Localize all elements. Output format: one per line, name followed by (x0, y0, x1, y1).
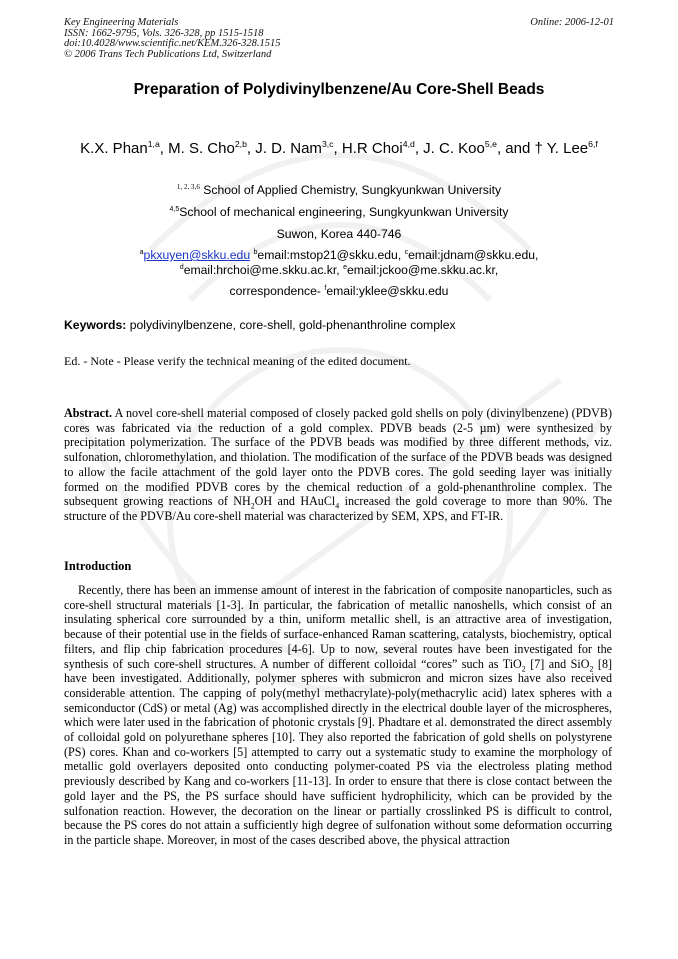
keywords-text: polydivinylbenzene, core-shell, gold-phenanthroline complex (126, 318, 456, 332)
editor-note: Ed. - Note - Please verify the technical meaning of the edited document. (64, 354, 411, 368)
introduction-heading: Introduction (64, 559, 132, 573)
affiliation-2: $^{4,5}$School of mechanical engineering, Sungkyunkwan University (169, 205, 509, 219)
affiliation-1: $^{1, 2, 3,6}$ School of Applied Chemistry, Sungkyunkwan University (176, 182, 502, 197)
email-link-a[interactable]: pkxuyen@skku.edu (143, 248, 251, 262)
email-line-2: $^d$email:hrchoi@me.skku.ac.kr, $^e$email:jckoo@me.skku.ac.kr, (179, 263, 499, 277)
author-6: † Y. Lee$^{6,f}$ (534, 139, 598, 157)
journal-header (64, 18, 281, 60)
author-4: H.R Choi$^{4,d}$, (341, 139, 424, 157)
email-line-3: correspondence- $^f$email:yklee@skku.edu (229, 284, 449, 298)
author-list (0, 140, 678, 157)
paper-title: Preparation of Polydivinylbenzene/Au Core-Shell Beads (133, 81, 545, 98)
introduction-paragraph: Recently, there has been an immense amount of interest in the fabrication of composite nanoparticles, such as core-shell structural materials [1-3]. In particular, the fabrication of metallic nanoshells, which consist of an insulating spherical core surrounded by a thin, uniform metallic shell, is an attractive area of investigation, because of their potential use in the fields of surface-enhanced Raman scattering, catalysts, biochemistry, optical filters, and flip chip fabrication procedures [4-6]. Up to now, several routes have been investigated for the synthesis of such core-shell structures. A number of different colloidal “cores” such as TiO$_2$ [7] and SiO$_2$ [8] have been investigated. Additionally, polymer spheres with submicron and micron sizes have also received considerable attention. The capping of poly(methyl methacrylate)-poly(methacrylic acid) latex spheres with a semiconductor (CdS) or metal (Ag) was accomplished directly in the electrical double layer of the microspheres, which were later used in the fabrication of photonic crystals [9]. Phadtare et al. demonstrated the direct assembly of colloidal gold on polyurethane spheres [10]. They also reported the fabrication of gold shells on polystyrene (PS) cores. Khan and co-workers [5] attempted to carry out a systematic study to examine the morphology of metallic gold overlayers deposited onto conducting polymer-coated PS via the electroless plating method previously described by Kang and co-workers [11-13]. In order to ensure that there is close contact between the gold layer and the PS, the PS surface should have sufficient hydrophilicity, which can be provided by the sulfonation reaction. However, the decoration on the linear or partially crosslinked PS is difficult to control, because the PS cores do not attain a sufficiently high degree of sulfonation without some deformation occurring in the particle shape. Moreover, in most of the cases described above, the physical attraction (64, 583, 613, 847)
author-2: M. S. Cho$^{2,b}$, (168, 139, 256, 157)
abstract-label: Abstract. (64, 406, 113, 420)
author-1: K.X. Phan$^{1,a}$, (80, 139, 169, 157)
journal-name: Key Engineering Materials (64, 17, 179, 28)
keywords-label: Keywords: (64, 318, 127, 332)
online-date: Online: 2006-12-01 (530, 17, 614, 28)
copyright-line: © 2006 Trans Tech Publications Ltd, Switzerland (64, 48, 272, 60)
author-5: J. C. Koo$^{5,e}$, and (423, 139, 535, 157)
keywords (64, 318, 456, 332)
affiliation-city: Suwon, Korea 440-746 (276, 227, 402, 241)
doi-line: doi:10.4028/www.scientific.net/KEM.326-328.1515 (64, 38, 281, 49)
author-3: J. D. Nam$^{3,c}$, (255, 139, 342, 157)
issn-line: ISSN: 1662-9795, Vols. 326-328, pp 1515-1518 (64, 27, 264, 39)
email-line-1: $^a$pkxuyen@skku.edu $^b$email:mstop21@skku.edu, $^c$email:jdnam@skku.edu, (139, 248, 539, 262)
abstract: Abstract. A novel core-shell material composed of closely packed gold shells on poly (divinylbenzene) (PDVB) cores was fabricated via the reduction of a gold complex. PDVB beads (2-5 µm) were synthesized by precipitation polymerization. The surface of the PDVB beads was modified by three different methods, viz. sulfonation, chloromethylation, and thiolation. The modification of the surface of the PDVB beads was designed to allow the facile attachment of the gold layer onto the PDVB cores. The gold seeding layer was initially formed on the modified PDVB cores by the chemical reduction of a gold-phenanthroline complex. The subsequent growing reactions of $NH_2OH$ and HAuCl$_4$ increased the gold coverage to more than 90%. The structure of the PDVB/Au core-shell material was characterized by SEM, XPS, and FT-IR. (64, 406, 613, 523)
